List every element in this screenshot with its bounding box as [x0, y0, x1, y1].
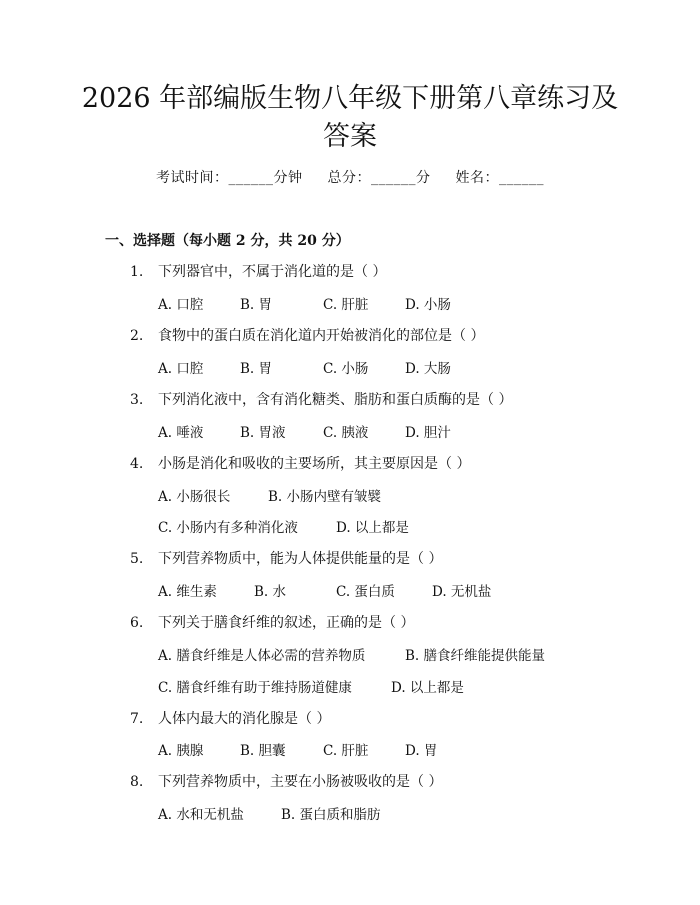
- option-a: A. 小肠很长: [158, 489, 231, 505]
- option-c: C. 小肠内有多种消化液: [158, 520, 298, 536]
- page-title-line-2: 答案: [323, 121, 377, 152]
- question-text: 下列器官中，不属于消化道的是（ ）: [158, 264, 387, 280]
- option-a: A. 胰腺: [158, 743, 204, 759]
- option-b: B. 胃液: [240, 425, 286, 441]
- total-score-field: 总分：______分: [327, 170, 431, 186]
- option-c: C. 膳食纤维有助于维持肠道健康: [158, 680, 352, 696]
- option-b: B. 膳食纤维能提供能量: [405, 648, 546, 664]
- question-number: 5.: [130, 551, 144, 567]
- question-6: [130, 612, 414, 632]
- option-c: C. 肝脏: [323, 743, 369, 759]
- question-1: [130, 261, 386, 281]
- question-number: 8.: [130, 774, 144, 790]
- section-heading: 一、选择题（每小题 2 分，共 20 分）: [105, 233, 350, 249]
- option-b: B. 胃: [240, 297, 273, 313]
- page-title-line-1: 2026 年部编版生物八年级下册第八章练习及: [81, 83, 619, 114]
- option-b: B. 小肠内壁有皱襞: [268, 489, 382, 505]
- option-d: D. 小肠: [405, 297, 451, 313]
- question-number: 6.: [130, 615, 144, 631]
- option-d: D. 大肠: [405, 361, 451, 377]
- option-a: A. 膳食纤维是人体必需的营养物质: [158, 648, 366, 664]
- option-d: D. 以上都是: [336, 520, 409, 536]
- question-number: 2.: [130, 328, 144, 344]
- option-a: A. 水和无机盐: [158, 807, 244, 823]
- option-d: D. 以上都是: [391, 680, 464, 696]
- question-8: [130, 771, 442, 791]
- question-number: 7.: [130, 711, 144, 727]
- option-b: B. 蛋白质和脂肪: [281, 807, 381, 823]
- option-c: C. 蛋白质: [336, 584, 395, 600]
- question-4: [130, 453, 470, 473]
- student-name-field: 姓名：______: [455, 170, 544, 186]
- option-d: D. 胆汁: [405, 425, 451, 441]
- exam-info-line: [0, 167, 700, 187]
- question-7: [130, 708, 330, 728]
- option-a: A. 口腔: [158, 361, 204, 377]
- option-b: B. 胆囊: [240, 743, 286, 759]
- question-text: 下列消化液中，含有消化糖类、脂肪和蛋白质酶的是（ ）: [158, 392, 513, 408]
- option-a: A. 维生素: [158, 584, 217, 600]
- question-5: [130, 548, 442, 568]
- question-text: 人体内最大的消化腺是（ ）: [158, 711, 331, 727]
- option-d: D. 无机盐: [432, 584, 492, 600]
- question-text: 食物中的蛋白质在消化道内开始被消化的部位是（ ）: [158, 328, 485, 344]
- option-c: C. 肝脏: [323, 297, 369, 313]
- question-text: 下列营养物质中，主要在小肠被吸收的是（ ）: [158, 774, 443, 790]
- option-a: A. 唾液: [158, 425, 204, 441]
- option-d: D. 胃: [405, 743, 438, 759]
- question-2: [130, 325, 484, 345]
- question-number: 4.: [130, 456, 144, 472]
- option-b: B. 水: [254, 584, 287, 600]
- question-text: 小肠是消化和吸收的主要场所，其主要原因是（ ）: [158, 456, 471, 472]
- option-c: C. 胰液: [323, 425, 369, 441]
- question-number: 1.: [130, 264, 144, 280]
- question-text: 下列营养物质中，能为人体提供能量的是（ ）: [158, 551, 443, 567]
- option-b: B. 胃: [240, 361, 273, 377]
- exam-time-field: 考试时间：______分钟: [156, 170, 303, 186]
- option-c: C. 小肠: [323, 361, 369, 377]
- option-a: A. 口腔: [158, 297, 204, 313]
- question-text: 下列关于膳食纤维的叙述，正确的是（ ）: [158, 615, 415, 631]
- question-number: 3.: [130, 392, 144, 408]
- question-3: [130, 389, 512, 409]
